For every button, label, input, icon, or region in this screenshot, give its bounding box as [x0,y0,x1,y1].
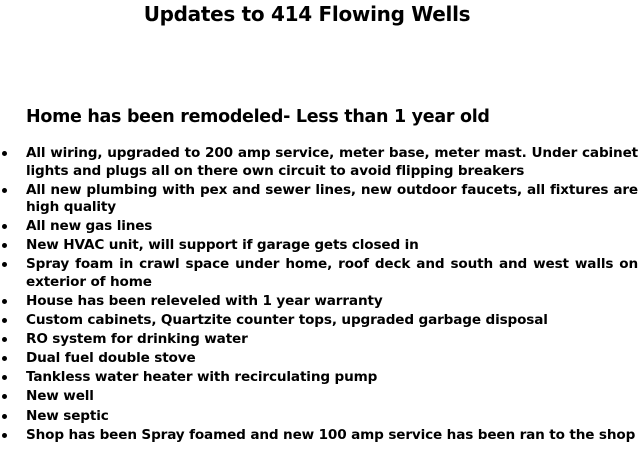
list-item-text: House has been releveled with 1 year warranty [26,292,383,309]
list-item [0,408,640,426]
bullet-icon [2,151,7,156]
list-item [0,388,640,406]
list-item [0,293,640,311]
bullet-icon [2,414,7,419]
list-item-text: All wiring, upgraded to 200 amp service, meter base, meter mast. Under cabinet lights and plugs all on there own circuit to avoid flipping breakers [26,145,638,179]
bullet-icon [2,318,7,323]
list-item [0,312,640,330]
list-item-text: Tankless water heater with recirculating pump [26,369,378,386]
list-item-text: Dual fuel double stove [26,350,196,367]
list-item [0,427,640,445]
list-item-text: New septic [26,407,109,424]
bullet-icon [2,188,7,193]
list-item-text: Spray foam in crawl space under home, roof deck and south and west walls on exterior of home [26,256,638,290]
list-item [0,182,640,217]
list-item [0,369,640,387]
list-item [0,218,640,236]
list-item-text: All new gas lines [26,218,153,235]
list-item-text: Custom cabinets, Quartzite counter tops, upgraded garbage disposal [26,312,548,329]
list-item [0,145,640,180]
bullet-icon [2,262,7,267]
bullet-icon [2,394,7,399]
bullet-icon [2,299,7,304]
bullet-icon [2,356,7,361]
list-item-text: All new plumbing with pex and sewer lines, new outdoor faucets, all fixtures are high quality [26,181,638,216]
list-item [0,331,640,349]
list-item-text: Shop has been Spray foamed and new 100 amp service has been ran to the shop [26,426,636,443]
list-item [0,350,640,368]
bullet-icon [2,375,7,380]
document-title: Updates to 414 Flowing Wells [143,2,471,26]
list-item-text: New well [26,388,94,405]
bullet-icon [2,337,7,342]
update-list [0,145,640,446]
bullet-icon [2,433,7,438]
document-subtitle: Home has been remodeled- Less than 1 year old [26,107,490,127]
bullet-icon [2,224,7,229]
list-item-text: RO system for drinking water [26,331,248,348]
bullet-icon [2,243,7,248]
list-item-text: New HVAC unit, will support if garage gets closed in [26,237,419,254]
list-item [0,237,640,255]
list-item [0,256,640,291]
